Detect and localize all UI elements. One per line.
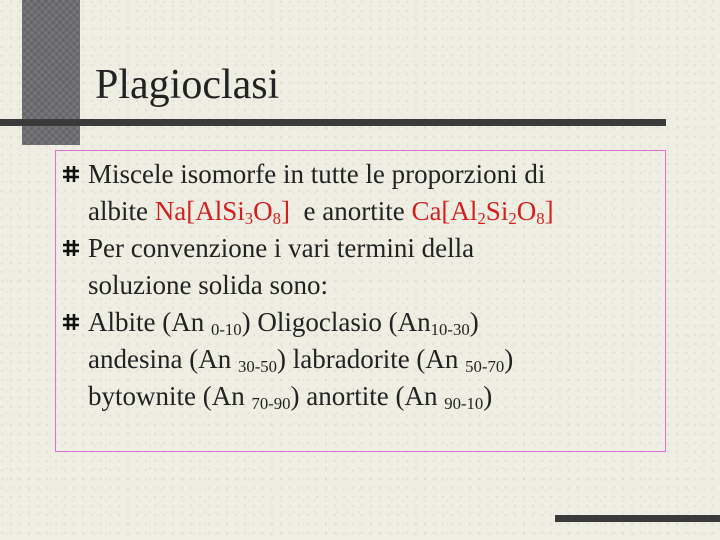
bullet-continuation: albite $Na[AlSi_3O_8]$ e anortite $Ca[Al_2Si_2O_8]$ — [88, 196, 554, 229]
bullet-text: Per convenzione i vari termini della — [88, 233, 475, 263]
series-line-3: bytownite (An $_{70-90}$) anortite (An $_{90-10}$) — [88, 381, 493, 414]
albite-formula: $Na[AlSi_3O_8]$ — [154, 196, 290, 229]
series-line-1: Albite (An $_{0-10}$) Oligoclasio $(An_{10-30})$ — [88, 307, 479, 340]
bullet-item-composition — [60, 156, 660, 230]
bullet-list — [60, 156, 660, 415]
title-divider — [0, 119, 666, 126]
anortite-formula: $Ca[Al_2Si_2O_8]$ — [411, 196, 554, 229]
series-line-2: andesina (An $_{30-50}$) labradorite (An $_{50-70}$) — [88, 344, 514, 377]
bullet-item-convention — [60, 230, 660, 304]
bullet-text: Miscele isomorfe in tutte le proporzioni di — [88, 159, 546, 189]
bullet-item-series — [60, 304, 660, 415]
hash-bullet-icon — [62, 165, 80, 183]
hash-bullet-icon — [62, 239, 80, 257]
slide-title: Plagioclasi — [95, 62, 280, 108]
bullet-continuation: soluzione solida sono: — [88, 270, 328, 300]
hash-bullet-icon — [62, 313, 80, 331]
bottom-divider — [555, 515, 720, 522]
